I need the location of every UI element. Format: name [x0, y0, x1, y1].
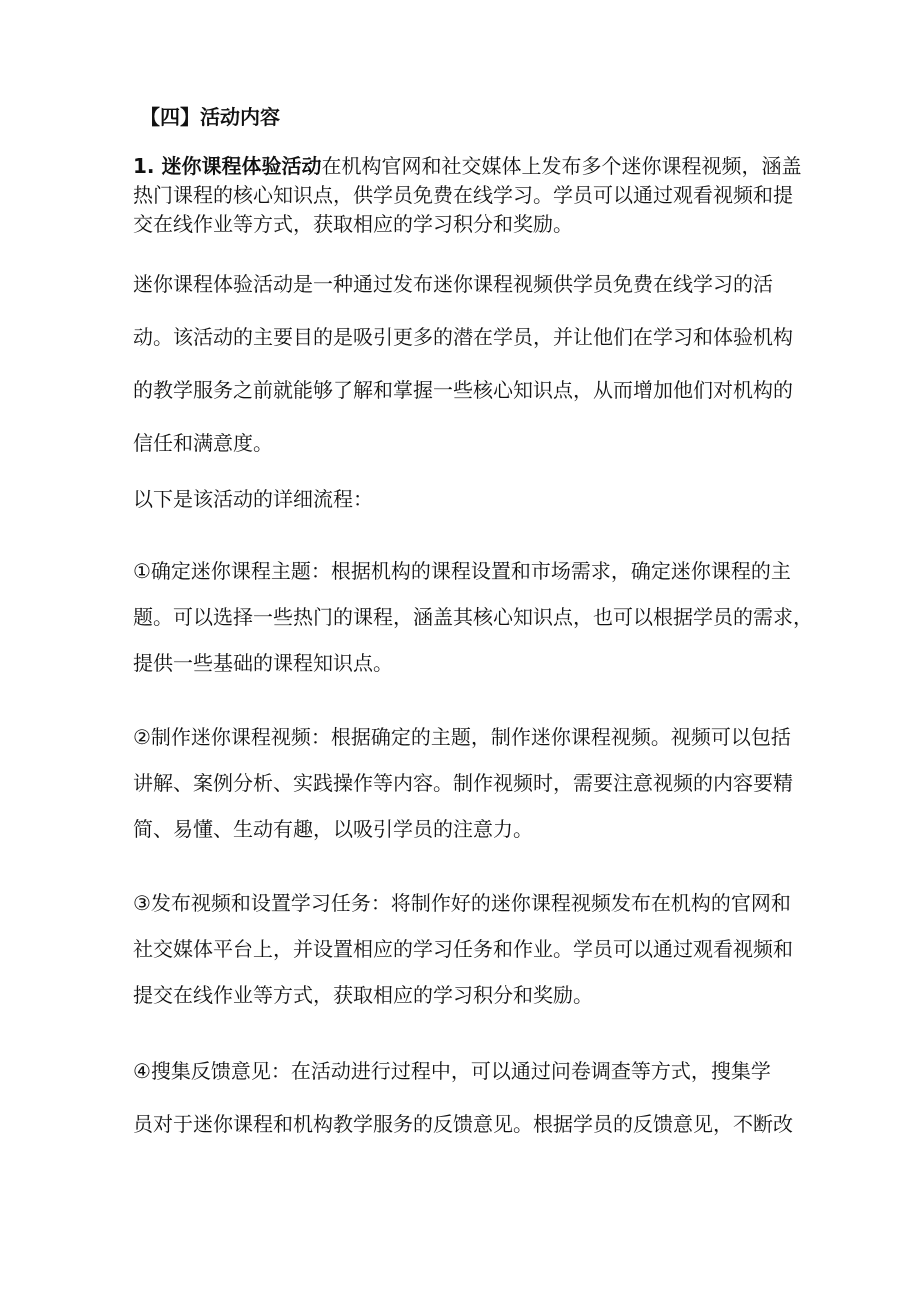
process-lead	[133, 473, 798, 526]
process-lead-text: 以下是该活动的详细流程：	[133, 487, 373, 511]
step-3-line-1: ③发布视频和设置学习任务：将制作好的迷你课程视频发布在机构的官网和	[133, 891, 791, 915]
step-4-line-2: 员对于迷你课程和机构教学服务的反馈意见。根据学员的反馈意见，不断改	[133, 1112, 793, 1136]
item-1-dot: .	[146, 154, 162, 178]
item-1-paragraph	[133, 152, 802, 239]
step-4-paragraph	[133, 1045, 798, 1151]
step-1-line-1: ①确定迷你课程主题：根据机构的课程设置和市场需求，确定迷你课程的主	[133, 559, 791, 583]
section-heading: 【四】活动内容	[140, 105, 280, 129]
step-2-paragraph	[133, 714, 798, 852]
item-1-text: 在机构官网和社交媒体上发布多个迷你课程视频，涵盖	[321, 154, 802, 178]
step-3-paragraph	[133, 880, 798, 1018]
step-3-line-2: 社交媒体平台上，并设置相应的学习任务和作业。学员可以通过观看视频和	[133, 937, 793, 961]
step-2-line-2: 讲解、案例分析、实践操作等内容。制作视频时，需要注意视频的内容要精	[133, 771, 793, 795]
step-3-line-3: 提交在线作业等方式，获取相应的学习积分和奖励。	[133, 983, 593, 1007]
step-4-line-1: ④搜集反馈意见：在活动进行过程中，可以通过问卷调查等方式，搜集学	[133, 1059, 771, 1083]
step-2-line-3: 简、易懂、生动有趣，以吸引学员的注意力。	[133, 817, 533, 841]
step-1-line-3: 提供一些基础的课程知识点。	[133, 651, 393, 675]
intro-line-2: 动。该活动的主要目的是吸引更多的潜在学员，并让他们在学习和体验机构	[133, 325, 793, 349]
intro-paragraph	[133, 258, 798, 470]
step-2-line-1: ②制作迷你课程视频：根据确定的主题，制作迷你课程视频。视频可以包括	[133, 725, 791, 749]
step-1-paragraph	[133, 548, 813, 686]
item-1-number: 1	[133, 154, 147, 178]
intro-line-4: 信任和满意度。	[133, 431, 273, 455]
item-1-title: 迷你课程体验活动	[161, 154, 322, 178]
intro-line-3: 的教学服务之前就能够了解和掌握一些核心知识点，从而增加他们对机构的	[133, 378, 793, 402]
item-1-line-1	[133, 152, 802, 181]
intro-line-1: 迷你课程体验活动是一种通过发布迷你课程视频供学员免费在线学习的活	[133, 272, 773, 296]
step-1-line-2: 题。可以选择一些热门的课程，涵盖其核心知识点，也可以根据学员的需求，	[133, 605, 813, 629]
item-1-line-3: 交在线作业等方式，获取相应的学习积分和奖励。	[133, 212, 573, 236]
item-1-line-2: 热门课程的核心知识点，供学员免费在线学习。学员可以通过观看视频和提	[133, 183, 793, 207]
